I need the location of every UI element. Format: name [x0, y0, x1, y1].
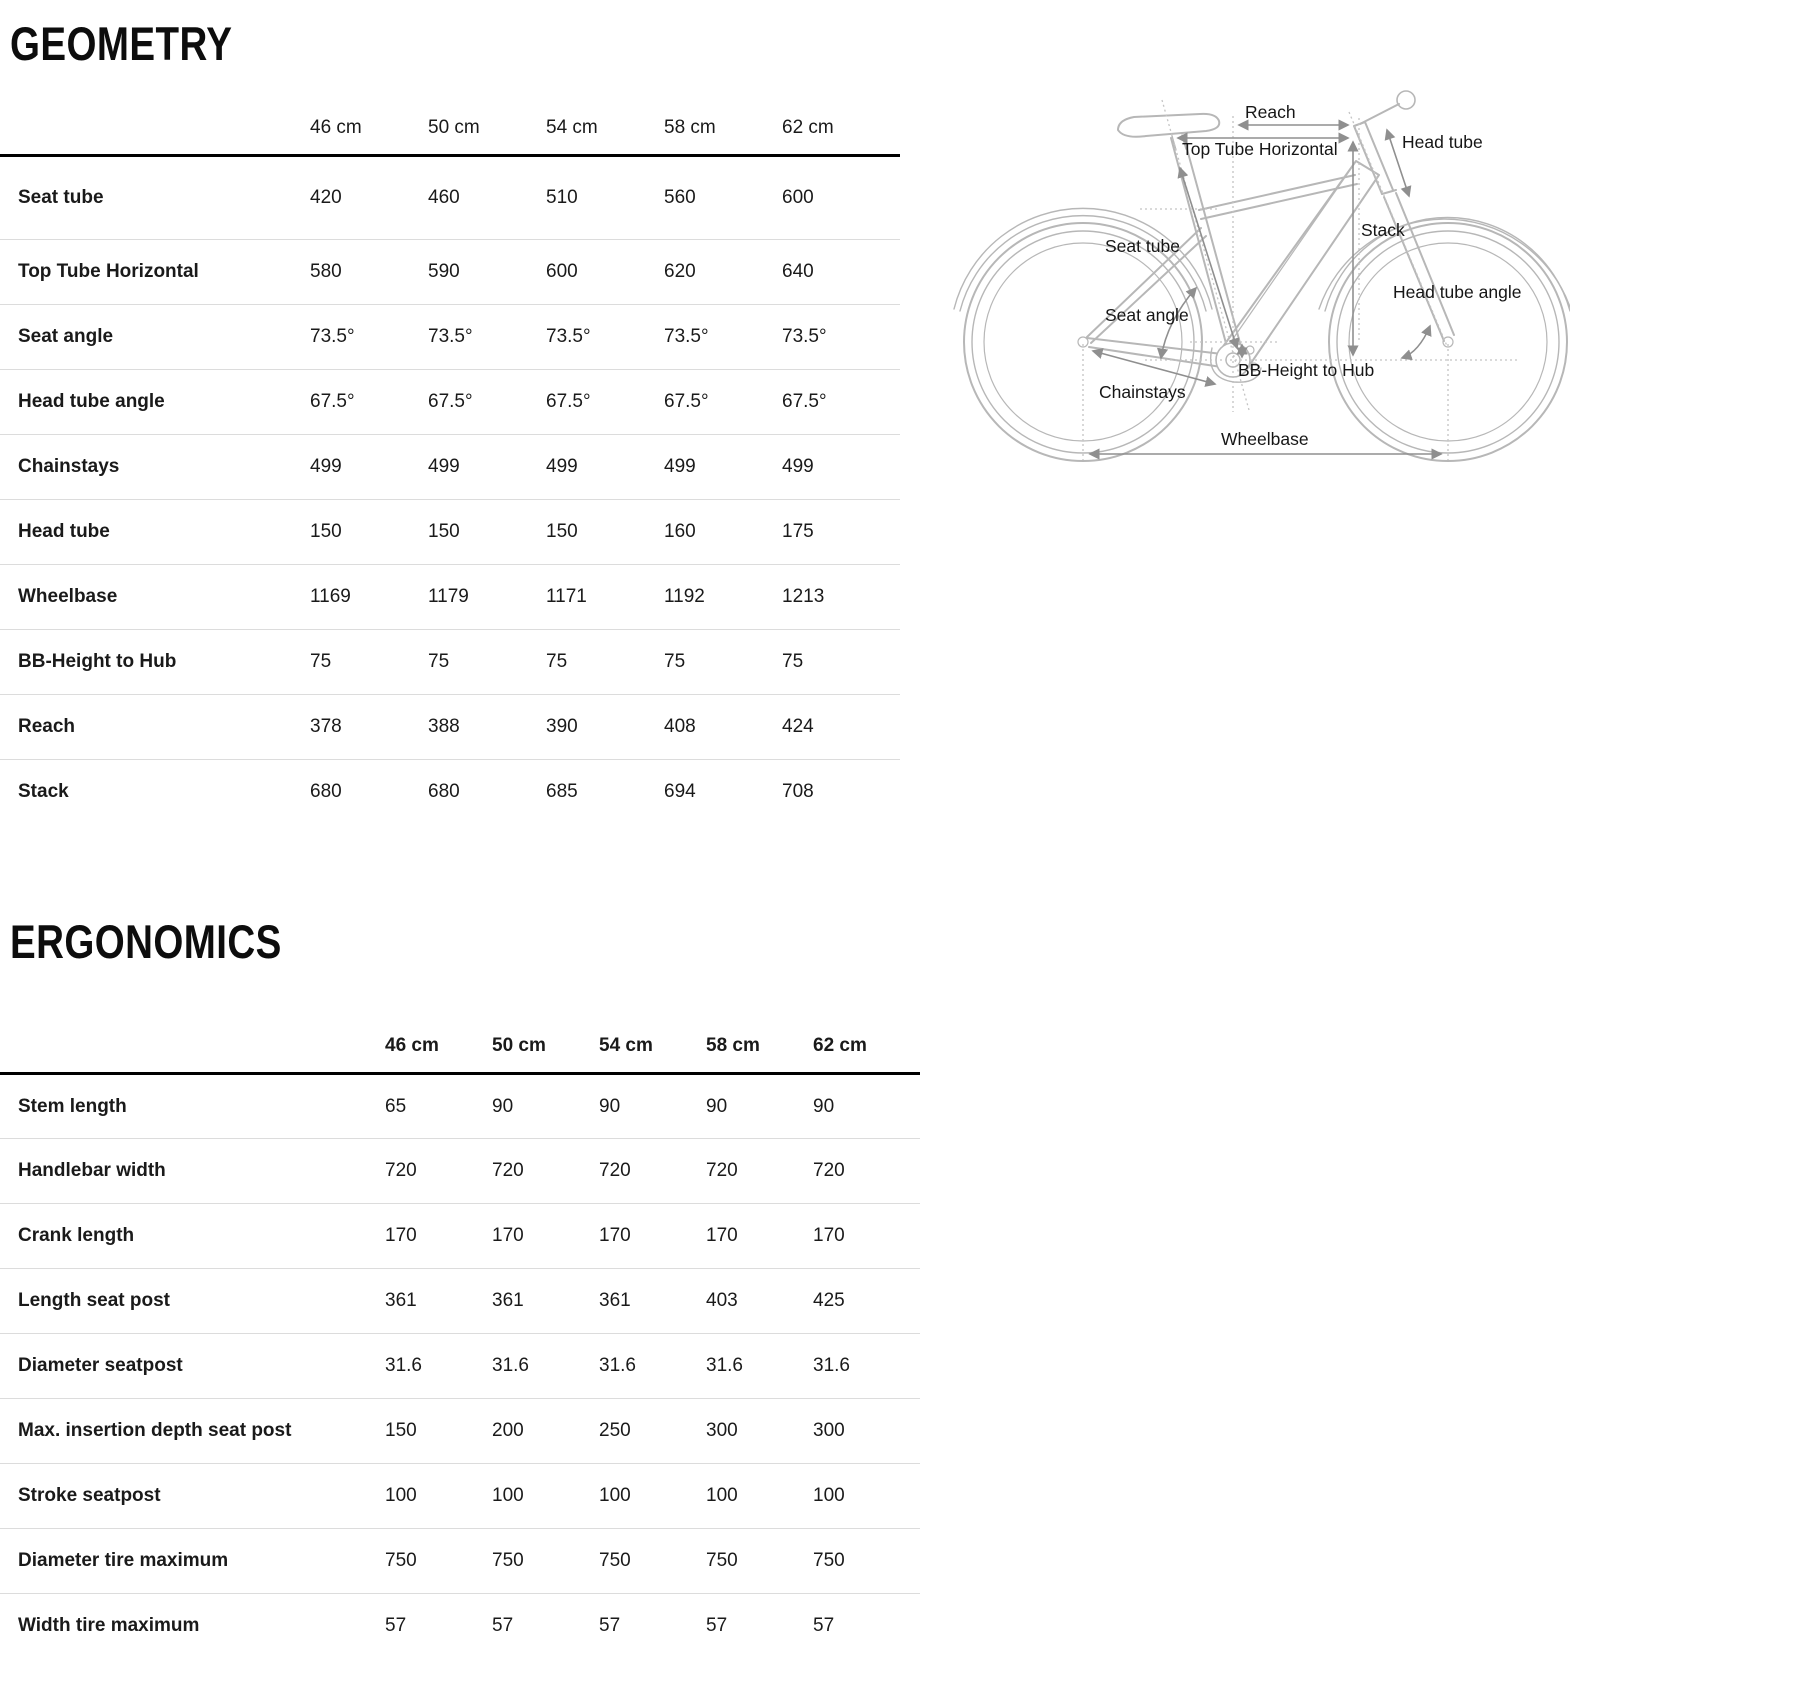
- column-header: 58 cm: [706, 1014, 813, 1074]
- cell-value: 67.5°: [310, 391, 355, 412]
- row-label: Seat angle: [18, 326, 114, 347]
- row-label: Diameter seatpost: [18, 1355, 183, 1376]
- header-row: [0, 1014, 920, 1074]
- cell-value: 685: [546, 781, 578, 803]
- row-label: Seat tube: [18, 187, 104, 208]
- cell-value: 499: [664, 456, 696, 477]
- geometry-table-body: [0, 156, 900, 825]
- cell-value: 499: [428, 456, 460, 477]
- cell-value: 90: [492, 1095, 514, 1117]
- geometry-section-title: GEOMETRY: [10, 17, 233, 70]
- diagram-label-seat-angle: Seat angle: [1105, 305, 1189, 325]
- cell-value: 640: [782, 261, 814, 282]
- ergonomics-table-header: [0, 1014, 920, 1074]
- cell-value: 378: [310, 716, 342, 737]
- cell-value: 170: [385, 1225, 417, 1246]
- column-header: 54 cm: [599, 1014, 706, 1074]
- cell-value: 100: [492, 1485, 524, 1506]
- table-row: [0, 156, 900, 240]
- cell-value: 160: [664, 521, 696, 542]
- cell-value: 424: [782, 716, 814, 737]
- cell-value: 600: [782, 187, 814, 208]
- cell-value: 361: [599, 1290, 631, 1311]
- cell-value: 1171: [546, 586, 587, 607]
- column-header: 50 cm: [428, 96, 546, 156]
- table-row: [0, 500, 900, 565]
- diagram-label-chainstays: Chainstays: [1099, 382, 1186, 402]
- column-header: 58 cm: [664, 96, 782, 156]
- row-label: Stroke seatpost: [18, 1485, 161, 1506]
- column-header: 62 cm: [813, 1014, 920, 1074]
- cell-value: 90: [706, 1095, 728, 1117]
- cell-value: 1169: [310, 586, 351, 607]
- diagram-label-seat-tube: Seat tube: [1105, 236, 1180, 256]
- cell-value: 150: [385, 1420, 417, 1441]
- cell-value: 57: [706, 1615, 728, 1637]
- table-row: [0, 1464, 920, 1529]
- row-label: Chainstays: [18, 456, 120, 477]
- diagram-label-top-tube: Top Tube Horizontal: [1182, 139, 1338, 159]
- column-header: 46 cm: [385, 1014, 492, 1074]
- row-label: Crank length: [18, 1225, 135, 1246]
- ergonomics-table: [0, 1014, 920, 1659]
- geometry-table: [0, 96, 900, 825]
- cell-value: 694: [664, 781, 696, 803]
- table-row: [0, 565, 900, 630]
- cell-value: 361: [492, 1290, 524, 1311]
- diagram-label-wheelbase: Wheelbase: [1221, 429, 1309, 449]
- cell-value: 57: [385, 1615, 407, 1637]
- row-label: Length seat post: [18, 1290, 171, 1311]
- cell-value: 388: [428, 716, 460, 737]
- cell-value: 720: [599, 1160, 631, 1181]
- cell-value: 100: [385, 1485, 417, 1506]
- header-row: [0, 96, 900, 156]
- cell-value: 300: [813, 1420, 845, 1441]
- row-label: Head tube angle: [18, 391, 165, 412]
- cell-value: 90: [813, 1095, 835, 1117]
- cell-value: 170: [813, 1225, 845, 1246]
- cell-value: 90: [599, 1095, 621, 1117]
- corner-cell: [0, 96, 310, 156]
- cell-value: 31.6: [385, 1355, 422, 1376]
- row-label: BB-Height to Hub: [18, 651, 177, 672]
- cell-value: 75: [428, 651, 450, 672]
- table-row: [0, 305, 900, 370]
- column-header: 46 cm: [310, 96, 428, 156]
- column-header: 54 cm: [546, 96, 664, 156]
- table-row: [0, 1594, 920, 1659]
- cell-value: 75: [310, 651, 332, 672]
- cell-value: 425: [813, 1290, 845, 1311]
- cell-value: 560: [664, 187, 696, 208]
- table-row: [0, 630, 900, 695]
- cell-value: 590: [428, 261, 460, 282]
- table-row: [0, 370, 900, 435]
- cell-value: 31.6: [492, 1355, 529, 1376]
- ergonomics-table-body: [0, 1074, 920, 1659]
- row-label: Wheelbase: [18, 586, 118, 607]
- diagram-label-head-tube-angle: Head tube angle: [1393, 282, 1522, 302]
- cell-value: 65: [385, 1095, 407, 1117]
- row-label: Top Tube Horizontal: [18, 261, 199, 282]
- cell-value: 300: [706, 1420, 738, 1441]
- table-row: [0, 1074, 920, 1139]
- ergonomics-section-title: ERGONOMICS: [10, 915, 282, 968]
- row-label: Head tube: [18, 521, 110, 542]
- cell-value: 100: [813, 1485, 845, 1506]
- diagram-label-bb-height: BB-Height to Hub: [1238, 360, 1375, 380]
- cell-value: 499: [782, 456, 814, 477]
- cell-value: 620: [664, 261, 696, 282]
- table-row: [0, 760, 900, 825]
- cell-value: 73.5°: [546, 326, 591, 347]
- cell-value: 75: [546, 651, 568, 672]
- row-label: Stem length: [18, 1095, 127, 1117]
- cell-value: 720: [492, 1160, 524, 1181]
- cell-value: 57: [599, 1615, 621, 1637]
- cell-value: 100: [599, 1485, 631, 1506]
- column-header: 50 cm: [492, 1014, 599, 1074]
- table-row: [0, 1529, 920, 1594]
- table-row: [0, 1269, 920, 1334]
- cell-value: 1179: [428, 586, 469, 607]
- cell-value: 680: [428, 781, 460, 803]
- diagram-label-head-tube: Head tube: [1402, 132, 1483, 152]
- table-row: [0, 240, 900, 305]
- cell-value: 720: [706, 1160, 738, 1181]
- row-label: Reach: [18, 716, 76, 737]
- cell-value: 57: [813, 1615, 835, 1637]
- cell-value: 31.6: [813, 1355, 850, 1376]
- cell-value: 100: [706, 1485, 738, 1506]
- cell-value: 750: [599, 1550, 631, 1571]
- cell-value: 680: [310, 781, 342, 803]
- row-label: Handlebar width: [18, 1160, 166, 1181]
- table-row: [0, 1334, 920, 1399]
- cell-value: 175: [782, 521, 814, 542]
- cell-value: 170: [492, 1225, 524, 1246]
- cell-value: 390: [546, 716, 578, 737]
- row-label: Width tire maximum: [18, 1615, 200, 1637]
- cell-value: 67.5°: [428, 391, 473, 412]
- head-tube-angle-arc: [1402, 326, 1430, 358]
- cell-value: 403: [706, 1290, 738, 1311]
- cell-value: 420: [310, 187, 342, 208]
- cell-value: 750: [813, 1550, 845, 1571]
- cell-value: 361: [385, 1290, 417, 1311]
- cell-value: 499: [546, 456, 578, 477]
- cell-value: 73.5°: [664, 326, 709, 347]
- table-row: [0, 1204, 920, 1269]
- cell-value: 75: [664, 651, 686, 672]
- cell-value: 200: [492, 1420, 524, 1441]
- cell-value: 408: [664, 716, 696, 737]
- row-label: Diameter tire maximum: [18, 1550, 229, 1571]
- diagram-label-reach: Reach: [1245, 102, 1296, 122]
- cell-value: 1192: [664, 586, 705, 607]
- cell-value: 720: [813, 1160, 845, 1181]
- cell-value: 750: [385, 1550, 417, 1571]
- cell-value: 708: [782, 781, 814, 803]
- cell-value: 1213: [782, 586, 825, 607]
- cell-value: 250: [599, 1420, 631, 1441]
- cell-value: 150: [310, 521, 342, 542]
- cell-value: 67.5°: [546, 391, 591, 412]
- cell-value: 57: [492, 1615, 514, 1637]
- cell-value: 73.5°: [782, 326, 827, 347]
- cell-value: 600: [546, 261, 578, 282]
- diagram-label-stack: Stack: [1361, 220, 1405, 240]
- cell-value: 150: [546, 521, 578, 542]
- cell-value: 580: [310, 261, 342, 282]
- table-row: [0, 1139, 920, 1204]
- geometry-table-header: [0, 96, 900, 156]
- table-row: [0, 695, 900, 760]
- bike-geometry-diagram: [950, 78, 1570, 490]
- table-row: [0, 435, 900, 500]
- cell-value: 31.6: [599, 1355, 636, 1376]
- cell-value: 73.5°: [310, 326, 355, 347]
- cell-value: 720: [385, 1160, 417, 1181]
- corner-cell: [0, 1014, 385, 1074]
- table-row: [0, 1399, 920, 1464]
- cell-value: 460: [428, 187, 460, 208]
- row-label: Max. insertion depth seat post: [18, 1420, 292, 1441]
- cell-value: 499: [310, 456, 342, 477]
- cell-value: 73.5°: [428, 326, 473, 347]
- row-label: Stack: [18, 781, 69, 803]
- cell-value: 67.5°: [664, 391, 709, 412]
- column-header: 62 cm: [782, 96, 900, 156]
- cell-value: 750: [492, 1550, 524, 1571]
- cell-value: 750: [706, 1550, 738, 1571]
- cell-value: 170: [599, 1225, 631, 1246]
- cell-value: 150: [428, 521, 460, 542]
- cell-value: 31.6: [706, 1355, 743, 1376]
- fork: [1382, 190, 1454, 341]
- cell-value: 170: [706, 1225, 738, 1246]
- cell-value: 67.5°: [782, 391, 827, 412]
- cell-value: 510: [546, 187, 578, 208]
- cell-value: 75: [782, 651, 804, 672]
